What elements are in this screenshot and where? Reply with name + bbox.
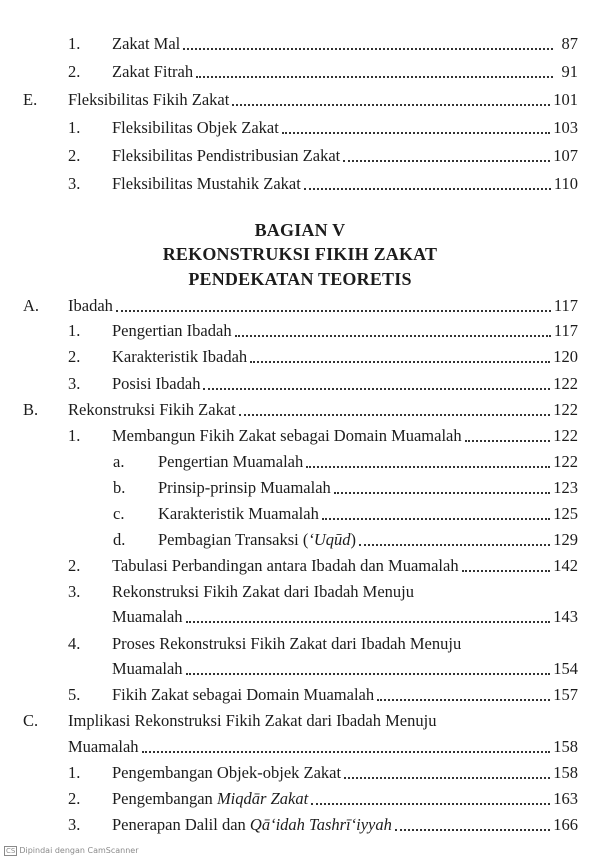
- toc-entry-proses-rekonstruksi-cont: [112, 655, 578, 679]
- toc-entry-pengertian-muamalah: [113, 448, 578, 472]
- entry-label: Muamalah: [112, 607, 183, 626]
- dot-leader: [395, 815, 550, 831]
- toc-entry-proses-rekonstruksi: [68, 630, 578, 654]
- dot-leader: [304, 174, 551, 190]
- entry-label: Tabulasi Perbandingan antara Ibadah dan Muamalah: [112, 556, 459, 575]
- entry-page-number: 122: [553, 452, 578, 471]
- entry-label: [112, 815, 392, 835]
- entry-label: Pengertian Muamalah: [158, 452, 304, 471]
- scanner-watermark: [4, 846, 139, 856]
- entry-page-number: 157: [553, 685, 578, 704]
- entry-label: Pengertian Ibadah: [112, 321, 232, 340]
- toc-entry-pembagian-transaksi: [113, 526, 578, 550]
- dot-leader: [142, 737, 551, 753]
- entry-number: 3.: [68, 815, 81, 834]
- toc-entry-tabulasi-perbandingan: [68, 552, 578, 576]
- toc-entry-posisi-ibadah: [68, 370, 578, 394]
- toc-entry-ibadah: [23, 292, 578, 316]
- entry-number: 3.: [68, 374, 81, 393]
- entry-page-number: 163: [553, 789, 578, 808]
- dot-leader: [359, 530, 550, 546]
- entry-page-number: 129: [553, 530, 578, 549]
- dot-leader: [183, 34, 553, 50]
- entry-label: Ibadah: [68, 296, 113, 315]
- entry-page-number: 91: [561, 62, 578, 81]
- entry-label: Fleksibilitas Objek Zakat: [112, 118, 279, 137]
- dot-leader: [465, 426, 551, 442]
- entry-label: Fleksibilitas Pendistribusian Zakat: [112, 146, 341, 165]
- dot-leader: [232, 90, 550, 106]
- entry-number: 1.: [68, 34, 81, 53]
- entry-number: c.: [113, 504, 125, 523]
- entry-label: Fleksibilitas Fikih Zakat: [68, 90, 230, 109]
- entry-number: 2.: [68, 347, 81, 366]
- entry-page-number: 143: [553, 607, 578, 626]
- toc-entry-penerapan-dalil: [68, 811, 578, 835]
- toc-entry-implikasi-rekonstruksi: [23, 707, 578, 731]
- scanner-watermark-text: Dipindai dengan CamScanner: [19, 846, 139, 855]
- entry-label: Muamalah: [112, 659, 183, 678]
- entry-number: 3.: [68, 582, 81, 601]
- dot-leader: [186, 607, 551, 623]
- dot-leader: [322, 504, 550, 520]
- entry-label: Proses Rekonstruksi Fikih Zakat dari Ibadah Menuju: [112, 634, 462, 653]
- entry-number: 3.: [68, 174, 81, 193]
- entry-page-number: 158: [553, 763, 578, 782]
- entry-label: Posisi Ibadah: [112, 374, 201, 393]
- dot-leader: [250, 347, 550, 363]
- entry-label: Membangun Fikih Zakat sebagai Domain Muamalah: [112, 426, 462, 445]
- entry-page-number: 142: [553, 556, 578, 575]
- entry-page-number: 122: [553, 374, 578, 393]
- entry-label: Rekonstruksi Fikih Zakat dari Ibadah Menuju: [112, 582, 414, 601]
- entry-label: Pengembangan Objek-objek Zakat: [112, 763, 342, 782]
- entry-page-number: 123: [553, 478, 578, 497]
- entry-number: 2.: [68, 556, 81, 575]
- toc-entry-prinsip-muamalah: [113, 474, 578, 498]
- dot-leader: [239, 400, 551, 416]
- toc-entry-rekonstruksi-menuju-muamalah: [68, 578, 578, 602]
- part-title: BAGIAN V: [254, 220, 346, 240]
- toc-entry-implikasi-rekonstruksi-cont: [68, 733, 578, 757]
- entry-page-number: 154: [553, 659, 578, 678]
- toc-entry-rekonstruksi-fikih-zakat: [23, 396, 578, 420]
- toc-entry-zakat-mal: [68, 30, 578, 54]
- entry-page-number: 166: [553, 815, 578, 834]
- entry-label: Fleksibilitas Mustahik Zakat: [112, 174, 301, 193]
- entry-number: a.: [113, 452, 125, 471]
- entry-number: E.: [23, 90, 38, 109]
- entry-number: 1.: [68, 763, 81, 782]
- entry-number: A.: [23, 296, 40, 315]
- toc-entry-fleksibilitas-objek: [68, 114, 578, 138]
- toc-entry-karakteristik-ibadah: [68, 343, 578, 367]
- entry-label-italic: Qā‘idah Tashrī‘iyyah: [249, 815, 392, 834]
- entry-number: 1.: [68, 426, 81, 445]
- entry-label: Prinsip-prinsip Muamalah: [158, 478, 331, 497]
- entry-page-number: 158: [553, 737, 578, 756]
- entry-page-number: 117: [553, 321, 578, 340]
- part-subtitle-1: REKONSTRUKSI FIKIH ZAKAT: [162, 244, 438, 264]
- entry-label-text: Pengembangan: [112, 789, 217, 808]
- entry-page-number: 125: [553, 504, 578, 523]
- toc-entry-fleksibilitas-pendistribusian: [68, 142, 578, 166]
- entry-label-text: Pembagian Transaksi (: [158, 530, 309, 549]
- entry-label: Karakteristik Ibadah: [112, 347, 248, 366]
- entry-number: C.: [23, 711, 39, 730]
- entry-label: Karakteristik Muamalah: [158, 504, 319, 523]
- toc-entry-membangun-fikih-zakat: [68, 422, 578, 446]
- entry-page-number: 87: [561, 34, 578, 53]
- toc-entry-fleksibilitas-mustahik: [68, 170, 578, 194]
- camscanner-logo-icon: CS: [6, 847, 16, 855]
- dot-leader: [203, 374, 550, 390]
- dot-leader: [343, 146, 550, 162]
- entry-page-number: 103: [553, 118, 578, 137]
- dot-leader: [344, 763, 550, 779]
- entry-number: 2.: [68, 789, 81, 808]
- dot-leader: [282, 118, 550, 134]
- entry-label: Zakat Fitrah: [112, 62, 194, 81]
- dot-leader: [235, 321, 551, 337]
- entry-label: Fikih Zakat sebagai Domain Muamalah: [112, 685, 375, 704]
- entry-label: Rekonstruksi Fikih Zakat: [68, 400, 236, 419]
- dot-leader: [196, 62, 553, 78]
- dot-leader: [377, 685, 550, 701]
- entry-page-number: 120: [553, 347, 578, 366]
- entry-label: [158, 530, 356, 550]
- toc-entry-fleksibilitas-fikih-zakat: [23, 86, 578, 110]
- dot-leader: [311, 789, 550, 805]
- entry-number: 1.: [68, 321, 81, 340]
- entry-label-text-end: ): [350, 530, 357, 549]
- dot-leader: [116, 296, 551, 312]
- entry-number: 2.: [68, 146, 81, 165]
- dot-leader: [186, 659, 551, 675]
- toc-entry-karakteristik-muamalah: [113, 500, 578, 524]
- entry-label: Muamalah: [68, 737, 139, 756]
- entry-number: 1.: [68, 118, 81, 137]
- entry-number: d.: [113, 530, 126, 549]
- entry-number: b.: [113, 478, 126, 497]
- entry-label: Zakat Mal: [112, 34, 181, 53]
- toc-entry-zakat-fitrah: [68, 58, 578, 82]
- dot-leader: [306, 452, 550, 468]
- entry-page-number: 122: [553, 400, 578, 419]
- entry-label-italic: ‘Uqūd: [308, 530, 351, 549]
- toc-entry-rekonstruksi-menuju-muamalah-cont: [112, 603, 578, 627]
- toc-entry-pengembangan-objek: [68, 759, 578, 783]
- dot-leader: [462, 556, 551, 572]
- part-subtitle-2: PENDEKATAN TEORETIS: [188, 269, 412, 289]
- entry-number: 2.: [68, 62, 81, 81]
- entry-page-number: 110: [553, 174, 578, 193]
- toc-entry-pengembangan-miqdar: [68, 785, 578, 809]
- entry-number: 4.: [68, 634, 81, 653]
- entry-page-number: 101: [553, 90, 578, 109]
- entry-number: 5.: [68, 685, 81, 704]
- toc-entry-pengertian-ibadah: [68, 317, 578, 341]
- entry-label-text: Penerapan Dalil dan: [112, 815, 250, 834]
- dot-leader: [334, 478, 550, 494]
- entry-label-italic: Miqdār Zakat: [216, 789, 309, 808]
- entry-page-number: 107: [553, 146, 578, 165]
- entry-label: Implikasi Rekonstruksi Fikih Zakat dari Ibadah Menuju: [68, 711, 437, 730]
- entry-label: [112, 789, 308, 809]
- entry-page-number: 122: [553, 426, 578, 445]
- toc-entry-fikih-zakat-domain-muamalah: [68, 681, 578, 705]
- entry-page-number: 117: [553, 296, 578, 315]
- entry-number: B.: [23, 400, 39, 419]
